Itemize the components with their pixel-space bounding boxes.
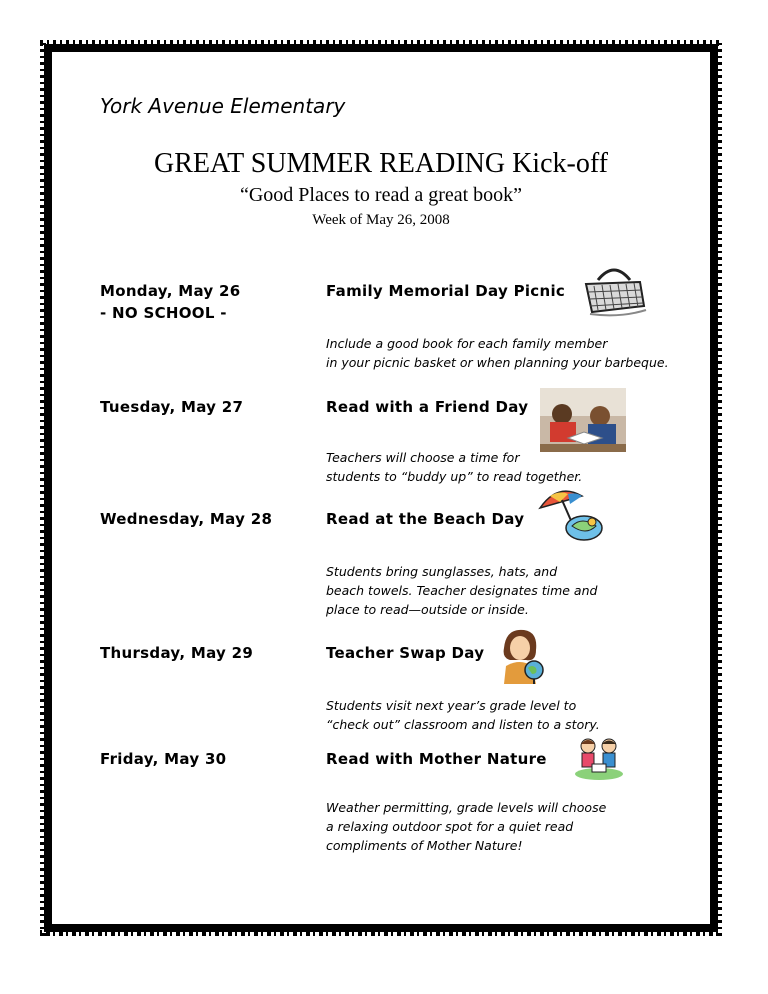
description-line: a relaxing outdoor spot for a quiet read: [326, 819, 574, 834]
day-label: Monday, May 26: [100, 282, 241, 300]
day-label: Wednesday, May 28: [100, 510, 273, 528]
day-label: Tuesday, May 27: [100, 398, 244, 416]
school-name: York Avenue Elementary: [100, 94, 346, 118]
event-title-wednesday: Read at the Beach Day: [326, 510, 525, 528]
schedule-day-friday: [100, 748, 226, 770]
description-line: Weather permitting, grade levels will choose: [326, 800, 607, 815]
kids-outdoors-icon: [574, 734, 624, 780]
day-label: Friday, May 30: [100, 750, 227, 768]
event-title-monday: Family Memorial Day Picnic: [326, 282, 566, 300]
page-border: [44, 44, 718, 932]
page-title: GREAT SUMMER READING Kick-off: [154, 148, 608, 179]
description-line: Include a good book for each family member: [326, 336, 608, 351]
event-title-friday: Read with Mother Nature: [326, 750, 547, 768]
description-line: Students visit next year’s grade level to: [326, 698, 577, 713]
schedule-day-thursday: [100, 642, 253, 664]
event-description-thursday: [326, 696, 686, 734]
description-line: students to “buddy up” to read together.: [326, 469, 583, 484]
description-line: in your picnic basket or when planning your barbeque.: [326, 355, 669, 370]
description-line: Teachers will choose a time for: [326, 450, 520, 465]
page-subtitle: “Good Places to read a great book”: [239, 184, 523, 206]
event-description-friday: [326, 798, 686, 855]
event-title-tuesday: Read with a Friend Day: [326, 398, 529, 416]
event-title-thursday: Teacher Swap Day: [326, 644, 485, 662]
description-line: compliments of Mother Nature!: [326, 838, 523, 853]
schedule-day-monday: [100, 280, 241, 324]
schedule-day-wednesday: [100, 508, 272, 530]
description-line: Students bring sunglasses, hats, and: [326, 564, 558, 579]
children-reading-photo: [540, 388, 626, 452]
description-line: “check out” classroom and listen to a story.: [326, 717, 600, 732]
day-label: Thursday, May 29: [100, 644, 254, 662]
event-description-tuesday: [326, 448, 686, 486]
event-description-wednesday: [326, 562, 686, 619]
description-line: beach towels. Teacher designates time and: [326, 583, 598, 598]
beach-umbrella-icon: [536, 486, 606, 546]
week-date: Week of May 26, 2008: [312, 212, 450, 228]
teacher-with-globe-icon: [496, 626, 546, 684]
event-description-monday: [326, 334, 686, 372]
schedule-day-tuesday: [100, 396, 243, 418]
picnic-basket-icon: [580, 262, 648, 318]
description-line: place to read—outside or inside.: [326, 602, 529, 617]
day-note: - NO SCHOOL -: [100, 304, 227, 322]
